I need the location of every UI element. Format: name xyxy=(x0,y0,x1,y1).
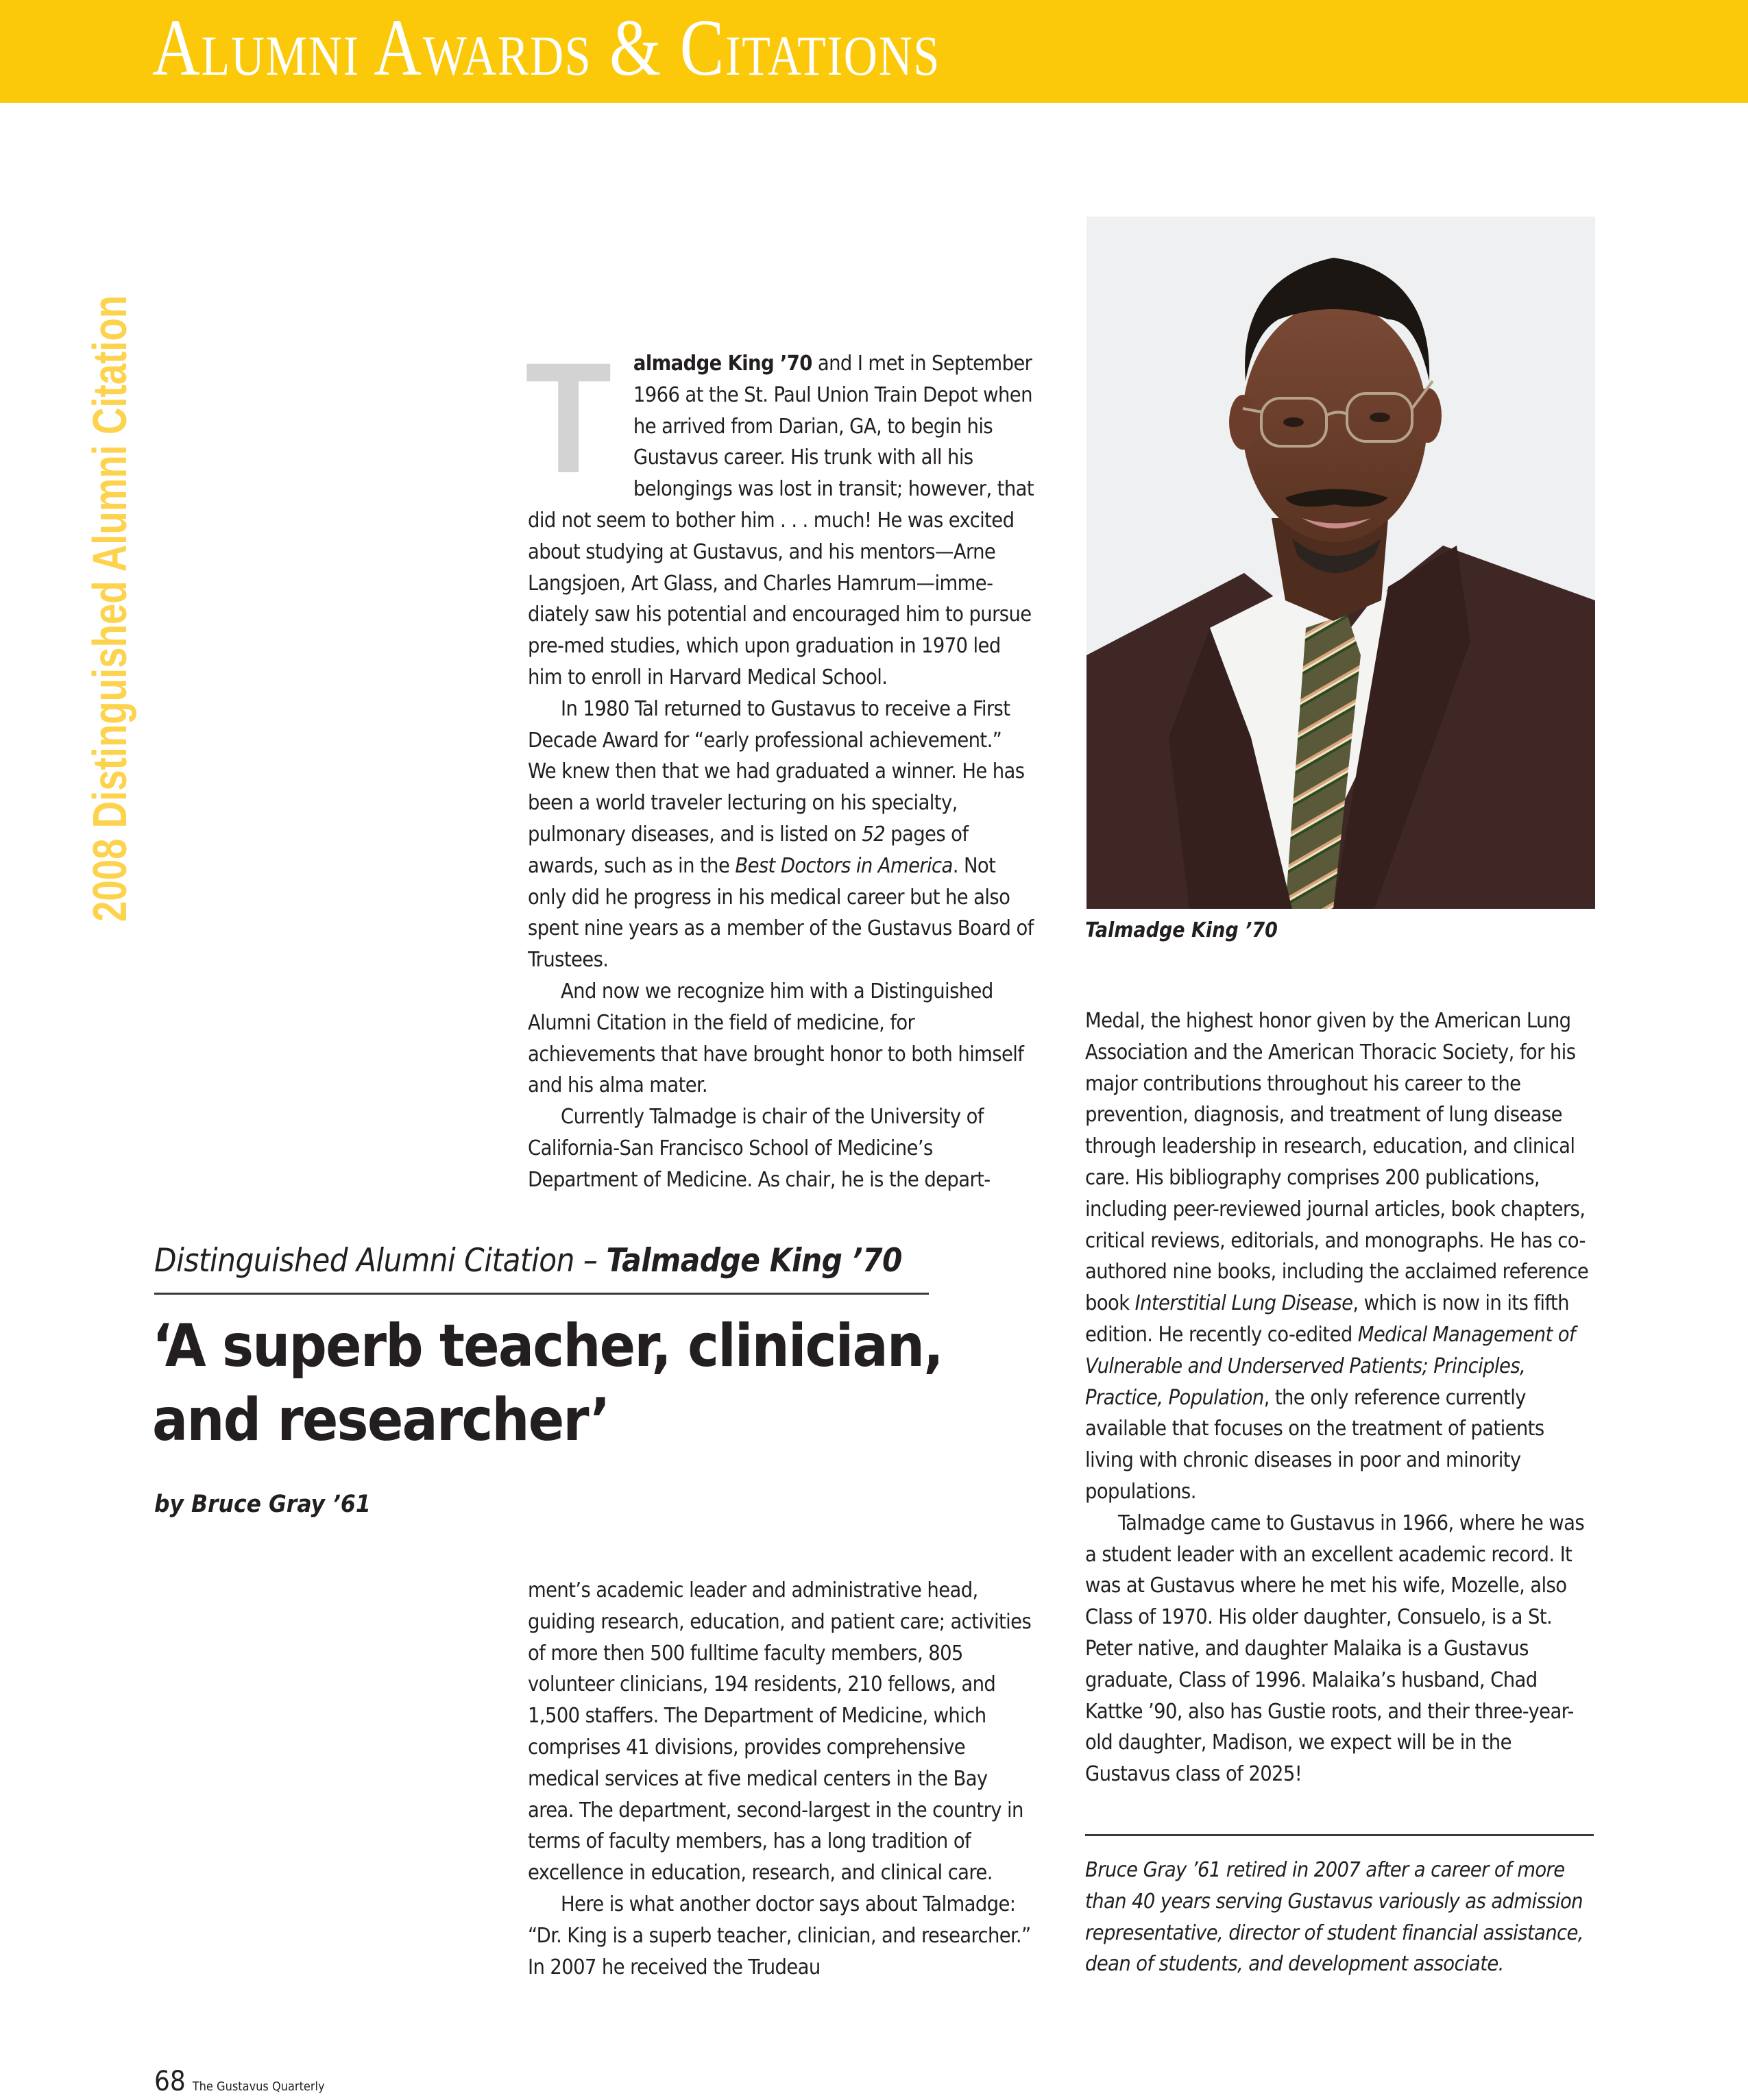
face xyxy=(1242,302,1427,542)
kicker-divider xyxy=(154,1293,929,1295)
section-title: Alumni Awards & Citations xyxy=(152,3,940,93)
article-column-1-top xyxy=(525,330,1035,1196)
vertical-section-label-text: 2008 Distinguished Alumni Citation xyxy=(83,295,136,922)
paragraph-text: Medal, the highest honor given by the American Lung Association and the American Thoracic Society, for his major contributions throughout his career to the prevention, diagnosis, and treatment of lung disease through leadership in research, education, and clinical care. His bibliography comprises 200 publications, including peer-reviewed journal articles, book chapters, critical reviews, editorials, and monographs. He has co-authored nine books, including the acclaimed reference book xyxy=(1085,1009,1589,1316)
article-paragraph xyxy=(528,694,1035,976)
paragraph-text: In 1980 Tal returned to Gustavus to receive a First Decade Award for “early professional achievement.” We knew then that we had graduated a winner. He has been a world traveler lecturing on his specialty, pulmonary diseases, and is listed on xyxy=(528,696,1025,846)
article-paragraph xyxy=(1085,1005,1596,1508)
page-number: 68 xyxy=(154,2066,186,2097)
headline-line-1: ‘A superb teacher, clinician, xyxy=(152,1312,943,1380)
lead-in-name: almadge King ’70 xyxy=(633,352,812,376)
headline-line-2: and researcher’ xyxy=(152,1386,609,1454)
article-kicker xyxy=(154,1237,929,1285)
article-column-1-bottom xyxy=(528,1575,1035,1983)
article-column-2 xyxy=(1085,1005,1596,1790)
photo-caption: Talmadge King ’70 xyxy=(1085,918,1278,942)
byline: by Bruce Gray ’61 xyxy=(154,1491,371,1518)
paragraph-text: . Not only did he progress in his medical career but he also spent nine years as a member of the Gustavus Board of Trustees. xyxy=(528,853,1034,973)
book-title: Medical Management of Vulnerable and Underserved Patients; Principles, Practice, Population xyxy=(1085,1322,1575,1410)
page-footer xyxy=(154,2064,325,2099)
article-paragraph: And now we recognize him with a Distinguished Alumni Citation in the field of medicine, for achievements that have brought honor to both himself and his alma mater. xyxy=(528,979,1024,1098)
portrait-illustration xyxy=(1087,217,1595,909)
article-paragraph: Currently Talmadge is chair of the University of California-San Francisco School of Medicine’s Department of Medicine. As chair, he is the depart- xyxy=(528,1105,991,1192)
article-paragraph xyxy=(525,330,1035,694)
paragraph-text: pages of awards, such as in the xyxy=(528,822,969,878)
paragraph-text: , the only reference currently available that focuses on the treatment of patients living with chronic diseases in poor and minority populations. xyxy=(1085,1385,1544,1504)
article-paragraph: Here is what another doctor says about Talmadge: “Dr. King is a superb teacher, clinician, and researcher.” In 2007 he received the Trudeau xyxy=(528,1892,1031,1979)
section-banner xyxy=(0,0,1748,103)
article-headline xyxy=(152,1309,975,1457)
portrait-photo xyxy=(1087,217,1595,909)
paragraph-text: , which is now in its fifth edition. He recently co-edited xyxy=(1085,1291,1569,1347)
drop-cap: T xyxy=(525,330,611,506)
book-title: Interstitial Lung Disease xyxy=(1134,1291,1353,1316)
bio-divider xyxy=(1085,1834,1594,1836)
italic-text: 52 xyxy=(862,822,886,846)
kicker-name: Talmadge King ’70 xyxy=(606,1242,902,1280)
author-bio: Bruce Gray ’61 retired in 2007 after a career of more than 40 years serving Gustavus variously as admission representative, director of student financial assistance, dean of students, and development associate. xyxy=(1085,1858,1583,1977)
paragraph-text: and I met in September 1966 at the St. Paul Union Train Depot when he arrived from Darian, GA, to begin his Gustavus career. His trunk with all his belongings was lost in transit; however, that did not seem to bother him . . . much! He was excited about studying at Gustavus, and his mentors—Arne Langsjoen, Art Glass, and Charles Hamrum—immediately saw his potential and encouraged him to pursue pre-med studies, which upon graduation in 1970 led him to enroll in Harvard Medical School. xyxy=(528,352,1034,689)
article-paragraph: Talmadge came to Gustavus in 1966, where he was a student leader with an excellent academic record. It was at Gustavus where he met his wife, Mozelle, also Class of 1970. His older daughter, Consuelo, is a St. Peter native, and daughter Malaika is a Gustavus graduate, Class of 1996. Malaika’s husband, Chad Kattke ’90, also has Gustie roots, and their three-year-old daughter, Madison, we expect will be in the Gustavus class of 2025! xyxy=(1085,1511,1585,1787)
book-title: Best Doctors in America xyxy=(735,853,953,878)
vertical-section-label xyxy=(82,141,137,922)
article-paragraph: ment’s academic leader and administrative head, guiding research, education, and patient care; activities of more then 500 fulltime faculty members, 805 volunteer clinicians, 194 residents, 210 fellows, and 1,500 staffers. The Department of Medicine, which comprises 41 divisions, provides comprehensive medical services at five medical centers in the Bay area. The department, second-largest in the country in terms of faculty members, has a long tradition of excellence in education, research, and clinical care. xyxy=(528,1578,1032,1885)
publication-name: The Gustavus Quarterly xyxy=(192,2079,325,2094)
kicker-label: Distinguished Alumni Citation – xyxy=(154,1242,607,1280)
